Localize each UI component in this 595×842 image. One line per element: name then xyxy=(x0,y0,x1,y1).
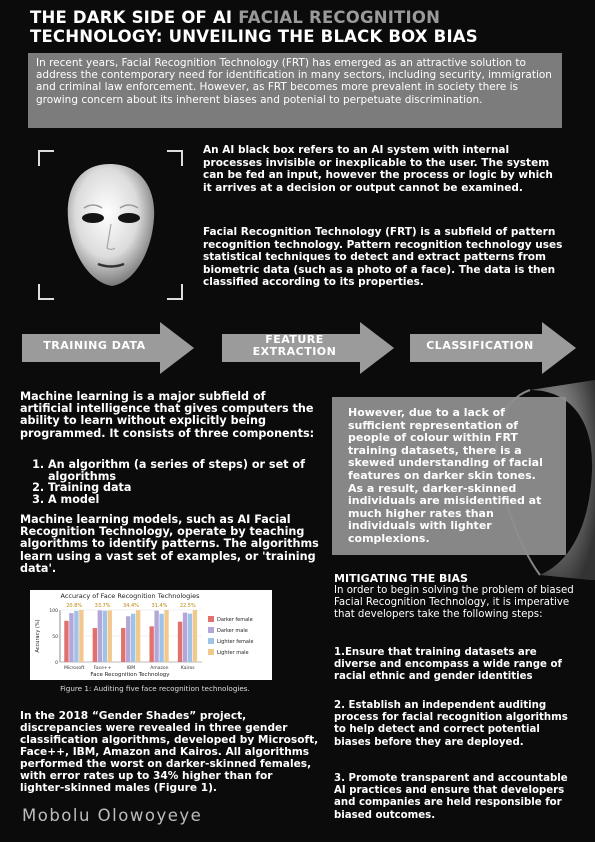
chart-legend-label: Lighter female xyxy=(217,639,254,645)
chart-y-axis-label: Accuracy (%) xyxy=(35,619,41,653)
chart-bar xyxy=(159,614,163,662)
chart-y-tick-label: 50 xyxy=(52,634,58,640)
chart-bar xyxy=(74,611,78,662)
chart-legend-label: Darker male xyxy=(217,628,248,634)
gender-shades-text: In the 2018 “Gender Shades” project, discrepancies were revealed in three gender classification algorithms, developed by Microsoft, Face++, IBM, Amazon and Kairos. All algorithms performed the worst on darker-skinned females, with error rates up to 34% higher than for lighter-skinned males (Figure 1). xyxy=(20,710,319,794)
chart-bar xyxy=(79,610,83,662)
chart-caption: Figure 1: Auditing five face recognition technologies. xyxy=(60,684,250,693)
ml-components-list xyxy=(30,459,320,505)
chart-legend-label: Lighter male xyxy=(217,650,249,656)
chart-data-label: 22.5% xyxy=(179,603,196,609)
chart-bar xyxy=(193,610,197,662)
chart-x-axis-label: Face Recognition Technology xyxy=(90,672,170,678)
ml-intro: Machine learning is a major subfield of artificial intelligence that gives computers the ability to learn without explicitly being programmed. It consists of three components: xyxy=(20,390,315,440)
chart-x-tick-label: Face++ xyxy=(93,666,112,671)
title-line1-grey: FACIAL RECOGNITION xyxy=(238,8,441,27)
shortfall-text: However, due to a lack of sufficient representation of people of colour within FRT training datasets, there is a skewed understanding of facial features on darker skin tones. As a result, darker-skinned individuals are misidentified at much higher rates than individuals with lighter complexions. xyxy=(348,406,543,545)
mitigation-step-1: 1.Ensure that training datasets are diverse and encompass a wide range of racial ethnic and gender identities xyxy=(334,647,562,683)
chart-bar xyxy=(126,616,130,662)
pipeline-step-feature-line1: FEATURE xyxy=(265,333,324,346)
chart-y-tick-label: 0 xyxy=(55,660,58,666)
chart-bar xyxy=(183,613,187,662)
pipeline-step-feature-line2: EXTRACTION xyxy=(252,345,337,358)
black-box-definition: An AI black box refers to an AI system with internal processes invisible or inexplicable to the user. The system can be fed an input, however the process or logic by which it arrives at a decision or output cannot be examined. xyxy=(203,144,553,194)
title-line2: TECHNOLOGY: UNVEILING THE BLACK BOX BIAS xyxy=(30,27,478,46)
chart-x-tick-label: IBM xyxy=(126,666,136,671)
mitigating-intro: In order to begin solving the problem of biased Facial Recognition Technology, it is imperative that developers take the following steps: xyxy=(334,585,574,621)
frame-corner xyxy=(38,284,54,300)
list-item: 2. Training data xyxy=(48,482,320,494)
chart-data-label: 33.7% xyxy=(94,603,111,609)
chart-legend-swatch xyxy=(208,616,214,622)
chart-bar xyxy=(154,611,158,662)
chart-legend-swatch xyxy=(208,638,214,644)
chart-bar xyxy=(98,610,102,662)
chart-data-label: 31.4% xyxy=(151,603,168,609)
mitigation-step-2: 2. Establish an independent auditing process for facial recognition algorithms to help detect and correct potential biases before they are deployed. xyxy=(334,700,568,748)
pipeline-step-feature xyxy=(222,334,367,358)
chart-y-tick-label: 100 xyxy=(49,608,58,614)
chart-data-label: 20.8% xyxy=(66,603,83,609)
chart-title: Accuracy of Face Recognition Technologies xyxy=(60,592,200,600)
ml-models-text: Machine learning models, such as AI Facial Recognition Technology, operate by teaching algorithms to identify patterns. The algorithms learn using a vast set of examples, or 'training data'. xyxy=(20,513,319,575)
poster-title xyxy=(30,8,570,46)
list-item: 3. A model xyxy=(48,494,320,506)
frt-definition: Facial Recognition Technology (FRT) is a subfield of pattern recognition technology. Pattern recognition technology uses statistical techniques to detect and extract patterns from biometric data (such as a photo of a face). The data is then classified according to its properties. xyxy=(203,226,563,289)
chart-bar xyxy=(103,611,107,662)
chart-bar xyxy=(188,614,192,662)
chart-x-tick-label: Microsoft xyxy=(63,666,85,671)
frame-corner xyxy=(38,150,54,166)
accuracy-chart-card xyxy=(30,590,272,680)
chart-x-tick-label: Amazon xyxy=(150,666,169,671)
mitigating-heading: MITIGATING THE BIAS xyxy=(334,572,468,585)
chart-bar xyxy=(93,628,97,662)
pipeline-step-training: TRAINING DATA xyxy=(43,339,146,352)
chart-data-label: 34.4% xyxy=(123,603,139,609)
mitigation-step-3: 3. Promote transparent and accountable AI practices and ensure that developers and companies are held responsible for biased outcomes. xyxy=(334,773,568,821)
intro-box: In recent years, Facial Recognition Technology (FRT) has emerged as an attractive solution to address the contemporary need for identification in many sectors, including security, immigration and criminal law enforcement. However, as FRT becomes more prevalent in society there is growing concern about its inherent biases and potenial to perpetuate discrimination. xyxy=(28,53,562,128)
accuracy-chart xyxy=(30,590,272,680)
author-signature: Mobolu Olowoyeye xyxy=(22,806,203,825)
chart-bar xyxy=(69,613,73,662)
chart-bar xyxy=(131,614,135,662)
pipeline-step-classification: CLASSIFICATION xyxy=(426,339,534,352)
chart-bar xyxy=(64,621,68,662)
chart-bar xyxy=(149,626,153,662)
chart-legend-swatch xyxy=(208,649,214,655)
chart-bar xyxy=(178,622,182,662)
frame-corner xyxy=(167,284,183,300)
chart-x-tick-label: Kairos xyxy=(180,666,195,671)
chart-bar xyxy=(121,628,125,662)
list-item: 1. An algorithm (a series of steps) or set of algorithms xyxy=(48,459,320,482)
face-frame xyxy=(38,150,183,300)
frame-corner xyxy=(167,150,183,166)
chart-bar xyxy=(108,610,112,662)
chart-legend-swatch xyxy=(208,627,214,633)
chart-bar xyxy=(136,610,140,662)
mask-face-icon xyxy=(38,150,183,300)
title-line1-white: THE DARK SIDE OF AI xyxy=(30,8,239,27)
chart-legend-label: Darker female xyxy=(217,617,253,623)
chart-bar xyxy=(164,610,168,662)
